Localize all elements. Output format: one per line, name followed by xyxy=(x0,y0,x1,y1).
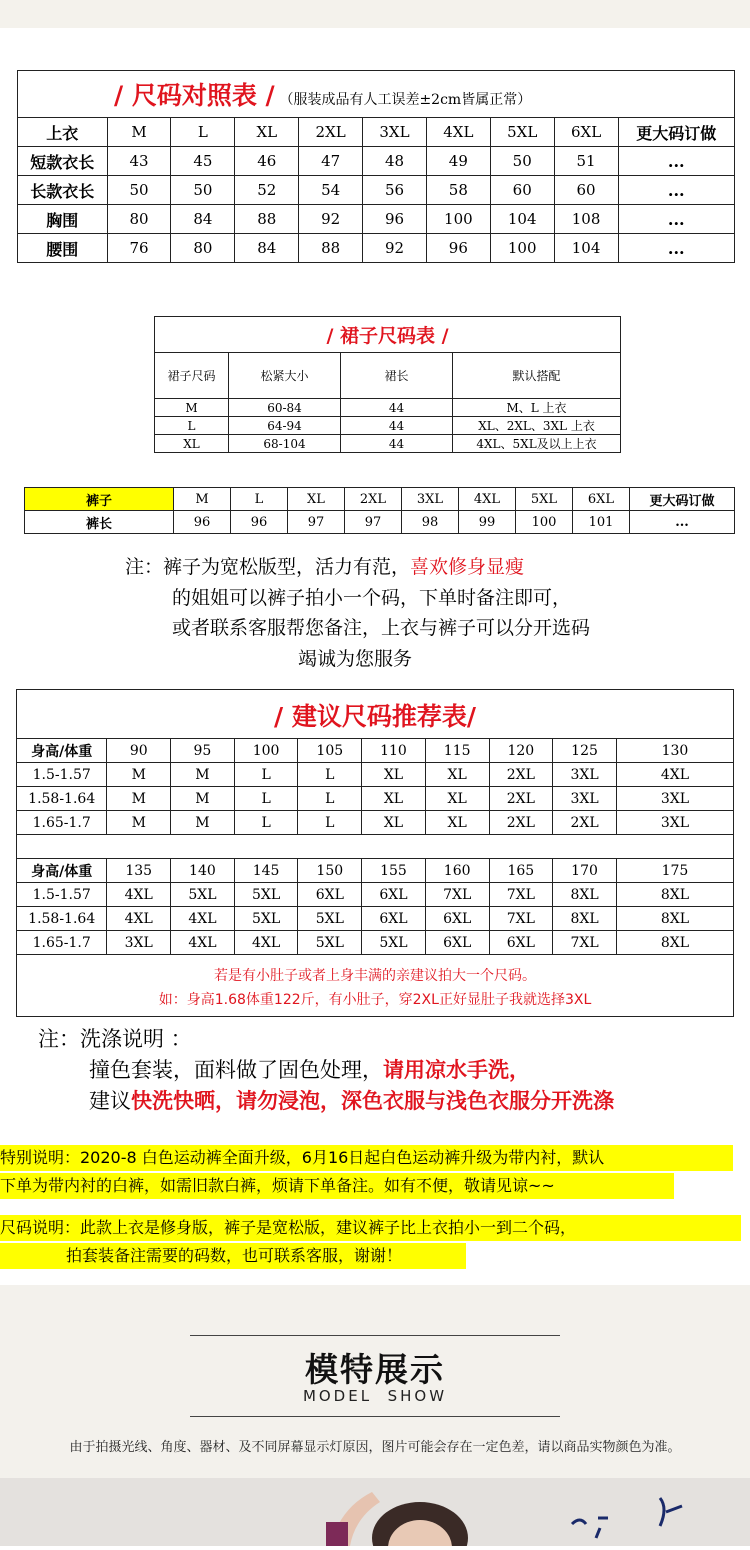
table-cell: 92 xyxy=(299,205,363,234)
table-cell: 7XL xyxy=(425,883,489,907)
header-cell: 175 xyxy=(616,859,733,883)
table-cell: 84 xyxy=(171,205,235,234)
recommend-footnote-2: 如：身高1.68体重122斤，有小肚子，穿2XL正好显肚子我就选择3XL xyxy=(158,992,592,1008)
wash-note-text: 建议 xyxy=(89,1089,131,1113)
row-label: 1.5-1.57 xyxy=(17,883,107,907)
header-cell: 115 xyxy=(425,739,489,763)
table-row xyxy=(17,763,734,787)
table-cell: 54 xyxy=(299,176,363,205)
table-cell: 44 xyxy=(341,435,453,453)
header-cell: 155 xyxy=(362,859,426,883)
table-cell: 68-104 xyxy=(229,435,341,453)
table-cell: XL xyxy=(155,435,229,453)
header-cell: 90 xyxy=(107,739,171,763)
pants-chart-table xyxy=(24,487,735,534)
table-cell: 50 xyxy=(171,176,235,205)
header-cell: XL xyxy=(235,118,299,147)
table-row xyxy=(17,883,734,907)
row-label: 1.58-1.64 xyxy=(17,907,107,931)
table-cell: 44 xyxy=(341,417,453,435)
table-row xyxy=(155,417,621,435)
table-cell: 80 xyxy=(107,205,171,234)
table-cell: 47 xyxy=(299,147,363,176)
table-cell: M、L 上衣 xyxy=(453,399,621,417)
wash-note xyxy=(0,1024,750,1117)
table-cell: XL xyxy=(362,787,426,811)
table-cell: 52 xyxy=(235,176,299,205)
table-cell: 96 xyxy=(231,511,288,534)
table-cell: 4XL xyxy=(107,907,171,931)
table-cell: 97 xyxy=(288,511,345,534)
header-cell: 上衣 xyxy=(18,118,108,147)
special-note-line-1: 特别说明：2020-8 白色运动裤全面升级，6月16日起白色运动裤升级为带内衬，默认 xyxy=(0,1145,733,1171)
table-cell: XL xyxy=(362,763,426,787)
wash-note-line-2 xyxy=(0,1086,750,1117)
table-cell: 76 xyxy=(107,234,171,263)
table-row xyxy=(17,787,734,811)
table-cell: 4XL xyxy=(171,931,235,955)
header-cell: 2XL xyxy=(345,488,402,511)
table-cell: 48 xyxy=(363,147,427,176)
header-cell: 身高/体重 xyxy=(17,859,107,883)
header-cell: 150 xyxy=(298,859,362,883)
table-cell: 60 xyxy=(490,176,554,205)
table-cell: 7XL xyxy=(489,907,553,931)
table-cell: XL、2XL、3XL 上衣 xyxy=(453,417,621,435)
table-cell: 5XL xyxy=(171,883,235,907)
table-cell: XL xyxy=(425,787,489,811)
table-cell: 43 xyxy=(107,147,171,176)
header-cell: 裙长 xyxy=(341,353,453,399)
table-cell: L xyxy=(298,787,362,811)
size-chart-title-cell xyxy=(18,71,735,118)
skirt-chart-header-row xyxy=(155,353,621,399)
table-cell: 101 xyxy=(573,511,630,534)
table-cell: 46 xyxy=(235,147,299,176)
header-cell: 5XL xyxy=(516,488,573,511)
header-cell: 6XL xyxy=(573,488,630,511)
size-chart-header-row xyxy=(18,118,735,147)
recommend-header-row xyxy=(17,859,734,883)
table-row xyxy=(18,234,735,263)
table-cell: 4XL xyxy=(234,931,298,955)
header-cell: XL xyxy=(288,488,345,511)
row-label: 胸围 xyxy=(18,205,108,234)
header-cell: 4XL xyxy=(459,488,516,511)
table-cell: XL xyxy=(425,811,489,835)
table-cell: 50 xyxy=(107,176,171,205)
table-cell: L xyxy=(234,811,298,835)
table-cell: 4XL xyxy=(107,883,171,907)
table-cell: 64-94 xyxy=(229,417,341,435)
table-cell: ... xyxy=(618,147,735,176)
table-cell: M xyxy=(171,787,235,811)
model-show-divider-bottom xyxy=(190,1416,560,1417)
table-row xyxy=(18,205,735,234)
row-label: 1.58-1.64 xyxy=(17,787,107,811)
table-cell: XL xyxy=(362,811,426,835)
size-chart-title: / 尺码对照表 / xyxy=(114,81,275,110)
table-cell: L xyxy=(155,417,229,435)
skirt-chart-title: / 裙子尺码表 / xyxy=(155,317,621,353)
table-cell: 2XL xyxy=(489,811,553,835)
table-cell: 45 xyxy=(171,147,235,176)
header-cell: 130 xyxy=(616,739,733,763)
table-cell: 92 xyxy=(363,234,427,263)
table-cell: 6XL xyxy=(362,883,426,907)
wash-note-line-1 xyxy=(0,1055,750,1086)
header-cell: 135 xyxy=(107,859,171,883)
table-cell: 5XL xyxy=(362,931,426,955)
table-row xyxy=(17,907,734,931)
table-cell: 5XL xyxy=(234,883,298,907)
table-cell: M xyxy=(171,811,235,835)
table-cell: L xyxy=(234,787,298,811)
table-cell: L xyxy=(298,763,362,787)
table-row xyxy=(25,511,735,534)
size-note-line-1: 尺码说明：此款上衣是修身版，裤子是宽松版，建议裤子比上衣拍小一到二个码， xyxy=(0,1215,741,1241)
table-cell: 5XL xyxy=(298,907,362,931)
pants-note-line-2: 的姐姐可以裤子拍小一个码，下单时备注即可， xyxy=(172,586,572,609)
recommend-header-row xyxy=(17,739,734,763)
wash-note-text: 撞色套装，面料做了固色处理， xyxy=(89,1058,383,1082)
table-cell: 97 xyxy=(345,511,402,534)
table-cell: 6XL xyxy=(425,907,489,931)
header-cell: 105 xyxy=(298,739,362,763)
model-show-title: 模特展示 xyxy=(305,1350,445,1389)
model-show-divider-top xyxy=(190,1335,560,1336)
header-cell: 160 xyxy=(425,859,489,883)
header-cell: 170 xyxy=(553,859,617,883)
header-cell: 裙子尺码 xyxy=(155,353,229,399)
row-label: 长款衣长 xyxy=(18,176,108,205)
table-cell: 96 xyxy=(426,234,490,263)
table-cell: 6XL xyxy=(489,931,553,955)
size-chart-subtitle: （服装成品有人工误差±2cm皆属正常） xyxy=(279,92,532,108)
table-cell: ... xyxy=(618,234,735,263)
table-cell: 50 xyxy=(490,147,554,176)
row-label: 1.65-1.7 xyxy=(17,931,107,955)
pants-note-line-1 xyxy=(0,552,750,583)
model-photo xyxy=(0,1478,750,1546)
size-note-line-2: 拍套装备注需要的码数，也可联系客服，谢谢！ xyxy=(0,1243,466,1269)
color-disclaimer: 由于拍摄光线、角度、器材、及不同屏幕显示灯原因，图片可能会存在一定色差，请以商品实物颜色为准。 xyxy=(69,1440,681,1455)
skirt-chart-table xyxy=(154,316,621,453)
header-cell: 145 xyxy=(234,859,298,883)
table-cell: 99 xyxy=(459,511,516,534)
table-cell: 6XL xyxy=(425,931,489,955)
table-cell: 108 xyxy=(554,205,618,234)
table-cell: M xyxy=(171,763,235,787)
wash-note-highlight: 快洗快晒，请勿浸泡，深色衣服与浅色衣服分开洗涤 xyxy=(131,1089,614,1113)
header-cell: 95 xyxy=(171,739,235,763)
recommend-table-2 xyxy=(16,858,734,955)
header-cell: 165 xyxy=(489,859,553,883)
table-cell: 98 xyxy=(402,511,459,534)
row-label: 1.65-1.7 xyxy=(17,811,107,835)
table-cell: 8XL xyxy=(553,907,617,931)
table-cell: 7XL xyxy=(489,883,553,907)
recommend-footnote-1: 若是有小肚子或者上身丰满的亲建议拍大一个尺码。 xyxy=(214,968,536,984)
table-cell: 3XL xyxy=(616,811,733,835)
header-cell: M xyxy=(107,118,171,147)
header-cell: 4XL xyxy=(426,118,490,147)
header-cell: 3XL xyxy=(363,118,427,147)
table-cell: 3XL xyxy=(553,787,617,811)
table-cell: 6XL xyxy=(362,907,426,931)
table-cell: 2XL xyxy=(489,763,553,787)
header-cell: 120 xyxy=(489,739,553,763)
table-cell: M xyxy=(107,811,171,835)
table-cell: 4XL xyxy=(171,907,235,931)
table-cell: 96 xyxy=(363,205,427,234)
table-cell: L xyxy=(298,811,362,835)
header-cell: 身高/体重 xyxy=(17,739,107,763)
header-cell: L xyxy=(171,118,235,147)
table-cell: 8XL xyxy=(553,883,617,907)
table-cell: 8XL xyxy=(616,883,733,907)
table-cell: 4XL xyxy=(616,763,733,787)
pants-note-text: 注：裤子为宽松版型，活力有范， xyxy=(125,556,411,578)
header-cell: 松紧大小 xyxy=(229,353,341,399)
table-row xyxy=(155,399,621,417)
table-cell: 49 xyxy=(426,147,490,176)
table-cell: 58 xyxy=(426,176,490,205)
table-cell: 84 xyxy=(235,234,299,263)
table-cell: 3XL xyxy=(107,931,171,955)
header-cell: 3XL xyxy=(402,488,459,511)
table-cell: M xyxy=(107,763,171,787)
table-row xyxy=(18,176,735,205)
table-cell: ... xyxy=(618,205,735,234)
table-cell: XL xyxy=(425,763,489,787)
size-chart-table xyxy=(17,70,735,263)
header-cell: M xyxy=(174,488,231,511)
table-cell: 100 xyxy=(516,511,573,534)
table-cell: 60-84 xyxy=(229,399,341,417)
pants-note-line-3: 或者联系客服帮您备注，上衣与裤子可以分开选码 xyxy=(172,617,591,639)
header-cell: 140 xyxy=(171,859,235,883)
table-cell: 5XL xyxy=(234,907,298,931)
table-cell: 3XL xyxy=(616,787,733,811)
row-label: 1.5-1.57 xyxy=(17,763,107,787)
table-row xyxy=(17,931,734,955)
table-cell: ... xyxy=(618,176,735,205)
header-cell: 100 xyxy=(234,739,298,763)
header-cell: 6XL xyxy=(554,118,618,147)
wash-note-highlight: 请用凉水手洗， xyxy=(383,1058,530,1082)
header-cell: 2XL xyxy=(299,118,363,147)
header-cell: L xyxy=(231,488,288,511)
wash-note-title: 注：洗涤说明 ： xyxy=(38,1027,192,1051)
table-cell: 88 xyxy=(299,234,363,263)
table-cell: 2XL xyxy=(489,787,553,811)
table-cell: 100 xyxy=(426,205,490,234)
table-cell: ... xyxy=(630,511,735,534)
pants-note xyxy=(0,552,750,674)
table-cell: 104 xyxy=(490,205,554,234)
table-cell: L xyxy=(234,763,298,787)
table-cell: 2XL xyxy=(553,811,617,835)
header-cell: 5XL xyxy=(490,118,554,147)
header-cell: 默认搭配 xyxy=(453,353,621,399)
table-cell: 8XL xyxy=(616,907,733,931)
table-cell: 60 xyxy=(554,176,618,205)
table-cell: 4XL、5XL及以上上衣 xyxy=(453,435,621,453)
table-cell: 100 xyxy=(490,234,554,263)
special-note-line-2: 下单为带内衬的白裤，如需旧款白裤，烦请下单备注。如有不便，敬请见谅~~ xyxy=(0,1173,674,1199)
table-row xyxy=(18,147,735,176)
table-cell: 7XL xyxy=(553,931,617,955)
header-cell: 110 xyxy=(362,739,426,763)
table-cell: 3XL xyxy=(553,763,617,787)
pants-chart-header-row xyxy=(25,488,735,511)
table-cell: 56 xyxy=(363,176,427,205)
table-cell: M xyxy=(107,787,171,811)
model-photo-art xyxy=(0,1478,750,1546)
table-cell: 6XL xyxy=(298,883,362,907)
recommend-table-1 xyxy=(16,738,734,835)
pants-note-highlight: 喜欢修身显瘦 xyxy=(410,556,525,578)
table-cell: 5XL xyxy=(298,931,362,955)
table-cell: 8XL xyxy=(616,931,733,955)
table-cell: 51 xyxy=(554,147,618,176)
table-cell: M xyxy=(155,399,229,417)
table-row xyxy=(17,811,734,835)
table-cell: 96 xyxy=(174,511,231,534)
header-cell: 更大码订做 xyxy=(630,488,735,511)
table-cell: 88 xyxy=(235,205,299,234)
table-cell: 80 xyxy=(171,234,235,263)
table-cell: 44 xyxy=(341,399,453,417)
top-banner-strip xyxy=(0,0,750,28)
pants-note-line-4: 竭诚为您服务 xyxy=(298,647,413,670)
row-label: 短款衣长 xyxy=(18,147,108,176)
row-label: 裤长 xyxy=(25,511,174,534)
header-cell: 裤子 xyxy=(25,488,174,511)
recommend-chart-title: / 建议尺码推荐表/ xyxy=(274,702,476,731)
row-label: 腰围 xyxy=(18,234,108,263)
table-cell: 104 xyxy=(554,234,618,263)
header-cell: 更大码订做 xyxy=(618,118,735,147)
header-cell: 125 xyxy=(553,739,617,763)
table-row xyxy=(155,435,621,453)
model-show-subtitle: MODEL SHOW xyxy=(302,1387,448,1405)
